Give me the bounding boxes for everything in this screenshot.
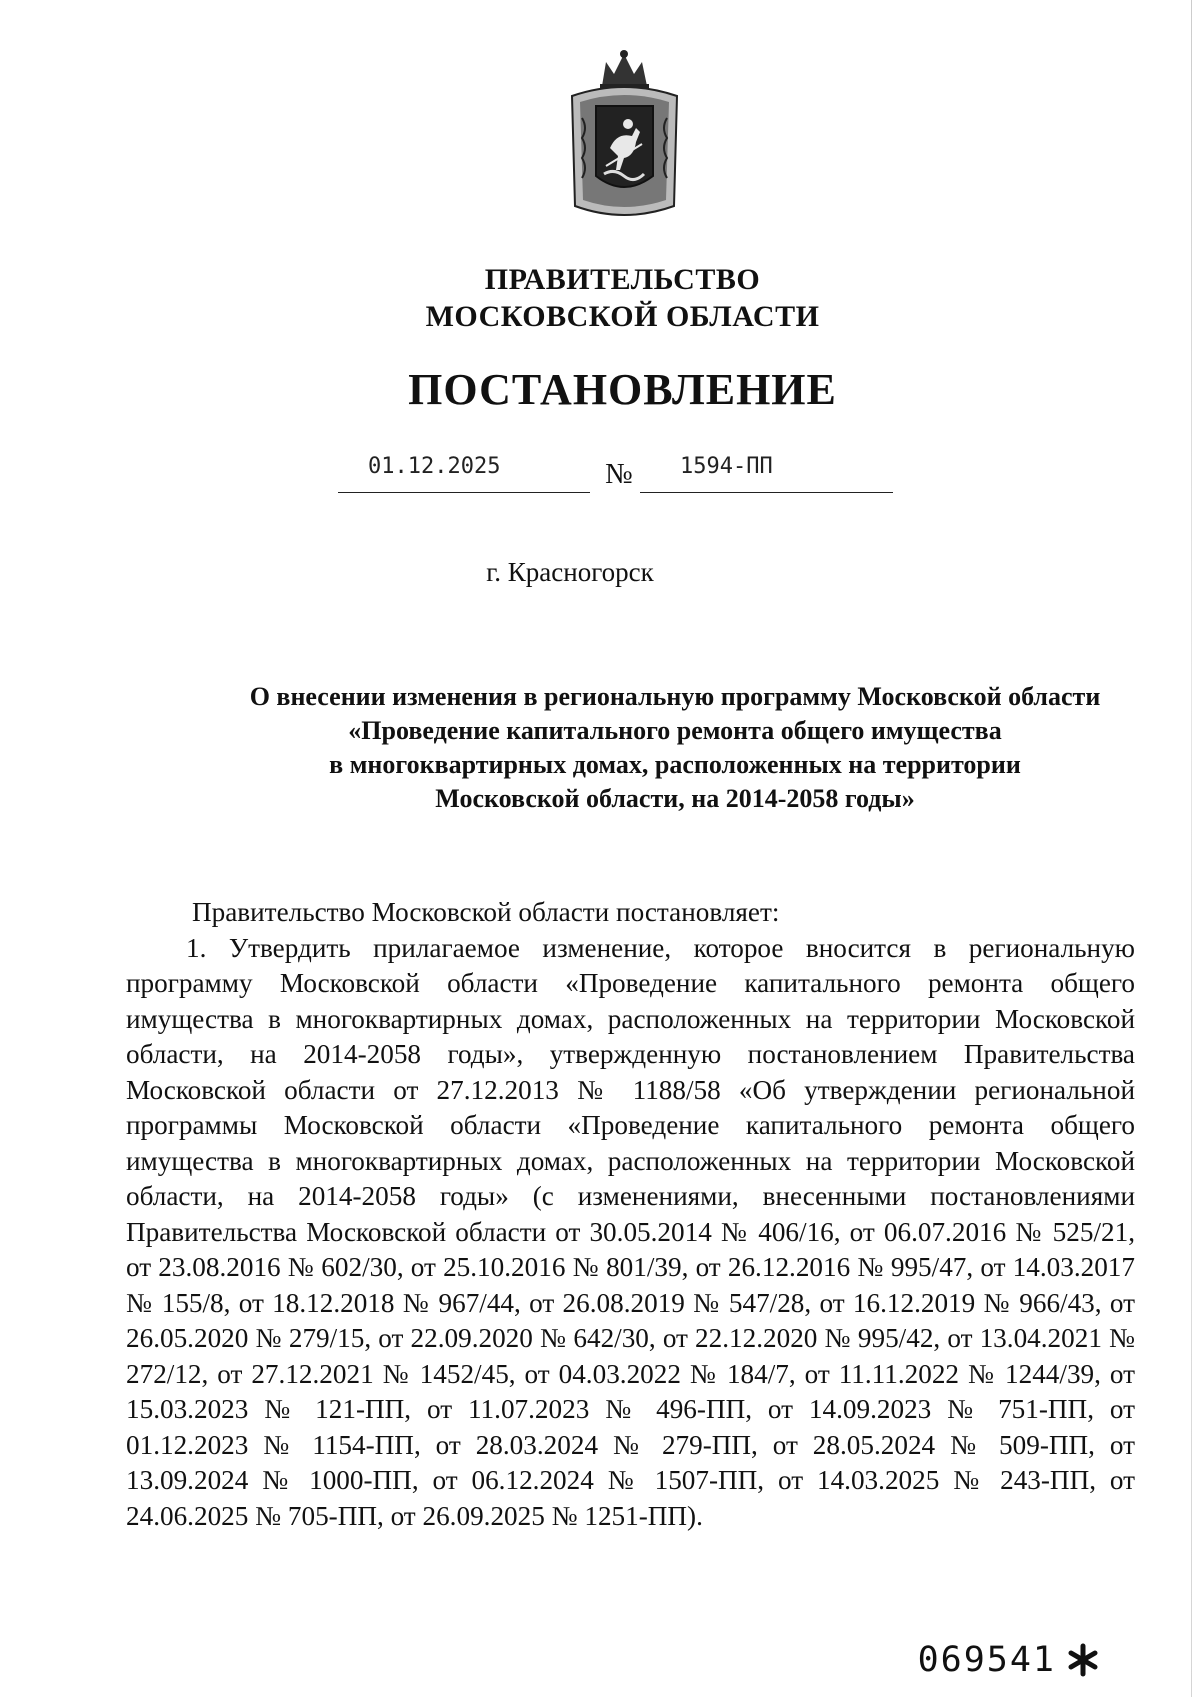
document-type-heading: ПОСТАНОВЛЕНИЕ <box>408 365 837 414</box>
document-date: 01.12.2025 <box>368 454 501 479</box>
title-line: О внесении изменения в региональную программу Московской области <box>249 682 1101 711</box>
document-body <box>126 895 1135 1534</box>
asterisk-icon <box>1066 1643 1100 1677</box>
serial-number: 069541 <box>917 1640 1056 1680</box>
scan-edge <box>1191 0 1192 1697</box>
document-number: 1594-ПП <box>680 454 773 479</box>
city-name: г. Красногорск <box>486 557 654 587</box>
serial-stamp <box>918 1640 1100 1680</box>
title-line: «Проведение капитального ремонта общего имущества <box>348 716 1002 745</box>
coat-of-arms-icon <box>562 48 687 220</box>
number-sign: № <box>605 458 633 490</box>
number-underline <box>640 492 893 493</box>
government-name-line2: МОСКОВСКОЙ ОБЛАСТИ <box>425 300 820 333</box>
body-paragraph-1: 1. Утвердить прилагаемое изменение, которое вносится в региональную программу Московской области «Проведение капитального ремонта общего имущества в многоквартирных домах, расположенных на территории Московской области, на 2014-2058 годы», утвержденную постановлением Правительства Московской области от 27.12.2013 № 1188/58 «Об утверждении региональной программы Московской области «Проведение капитального ремонта общего имущества в многоквартирных домах, расположенных на территории Московской области, на 2014-2058 годы» (с изменениями, внесенными постановлениями Правительства Московской области от 30.05.2014 № 406/16, от 06.07.2016 № 525/21, от 23.08.2016 № 602/30, от 25.10.2016 № 801/39, от 26.12.2016 № 995/47, от 14.03.2017 № 155/8, от 18.12.2018 № 967/44, от 26.08.2019 № 547/28, от 16.12.2019 № 966/43, от 26.05.2020 № 279/15, от 22.09.2020 № 642/30, от 22.12.2020 № 995/42, от 13.04.2021 № 272/12, от 27.12.2021 № 1452/45, от 04.03.2022 № 184/7, от 11.11.2022 № 1244/39, от 15.03.2023 № 121-ПП, от 11.07.2023 № 496-ПП, от 14.09.2023 № 751-ПП, от 01.12.2023 № 1154-ПП, от 28.03.2024 № 279-ПП, от 28.05.2024 № 509-ПП, от 13.09.2024 № 1000-ПП, от 06.12.2024 № 1507-ПП, от 14.03.2025 № 243-ПП, от 24.06.2025 № 705-ПП, от 26.09.2025 № 1251-ПП). <box>126 932 1135 1531</box>
body-lead: Правительство Московской области постановляет: <box>192 897 780 927</box>
document-title <box>200 680 1150 816</box>
title-line: в многоквартирных домах, расположенных на территории <box>329 750 1021 779</box>
date-underline <box>338 492 590 493</box>
government-name-line1: ПРАВИТЕЛЬСТВО <box>484 263 761 296</box>
title-line: Московской области, на 2014-2058 годы» <box>435 784 915 813</box>
